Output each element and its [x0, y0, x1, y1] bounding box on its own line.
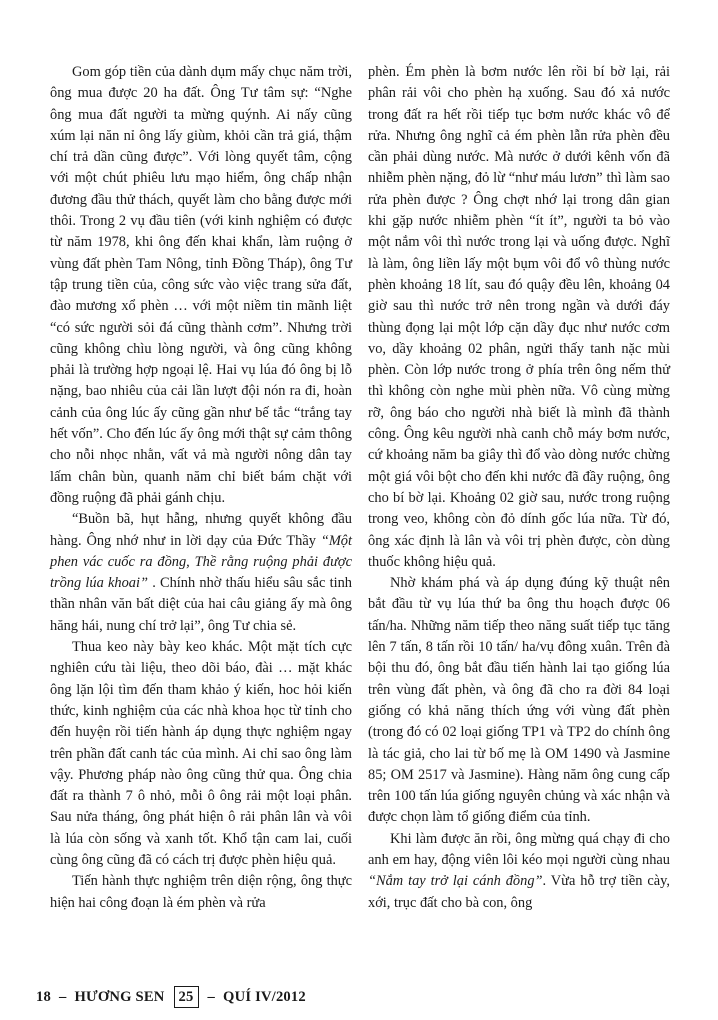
paragraph — [50, 509, 352, 637]
issue-number-box: 25 — [174, 986, 199, 1008]
text-run: . Vừa hỗ trợ tiền cày, xới, trục đất cho bà con, ông — [368, 873, 670, 911]
publication-name: HƯƠNG SEN — [74, 988, 165, 1005]
issue-period: QUÍ IV/2012 — [223, 988, 306, 1005]
footer-dash: – — [207, 988, 216, 1005]
text-run: “Buồn bã, hụt hẫng, nhưng quyết không đầu hàng. Ông nhớ như in lời dạy của Đức Thầy — [50, 511, 352, 549]
left-column — [50, 62, 352, 914]
paragraph: Nhờ khám phá và áp dụng đúng kỹ thuật nên bắt đầu từ vụ lúa thứ ba ông thu hoạch được 06 tấn/ha. Những năm tiếp theo năng suất tiếp tục tăng lên 7 tấn, 8 tấn rồi 10 tấn/ ha/vụ đông xuân. Trên đà bội thu đó, ông bắt đầu tiến hành lai tạo giống lúa trên vùng đất phèn, và ông đã cho ra đời 84 loại giống có khả năng thích ứng với vùng đất phèn (trong đó có 02 loại giống TP1 và TP2 do chính ông là tác giả, cho lai từ bố mẹ là OM 1490 và Jasmine 85; OM 2517 và Jasmine). Hàng năm ông cung cấp trên 100 tấn lúa giống nguyên chủng và xác nhận và được chọn làm tổ giống điểm của tỉnh. — [368, 575, 670, 826]
paragraph: Thua keo này bày keo khác. Một mặt tích cực nghiên cứu tài liệu, theo dõi báo, đài … mặt khác ông lặn lội tìm đến tham khảo ý kiến, hoc hỏi kiến thức, kinh nghiệm của các nhà khoa học từ tỉnh cho đến huyện rồi tiến hành áp dụng thực nghiệm ngay trên phần đất canh tác của mình. Ai chỉ sao ông làm vậy. Phương pháp nào ông cũng thử qua. Ông chia đất ra thành 7 ô nhỏ, mỗi ô ông rải một loại phân. Sau nửa tháng, ông phát hiện ô rải phân lân và vôi là lúa còn sống và xanh tốt. Khổ tận cam lai, cuối cùng ông cũng đã có cách trị được phèn hiệu quả. — [50, 639, 352, 868]
paragraph: Gom góp tiền của dành dụm mấy chục năm trời, ông mua được 20 ha đất. Ông Tư tâm sự: “Nghe ông mua đất người ta mừng quýnh. Ai nấy cũng xúm lại năn nỉ ông lấy giùm, khỏi cần trả giá, thậm chí trả dần cũng được”. Với lòng quyết tâm, cộng với một chút phiêu lưu mạo hiểm, ông chấp nhận đương đầu thử thách, quyết làm cho bằng được mới thôi. Trong 2 vụ đầu tiên (với kinh nghiệm có được từ năm 1978, khi ông đến khai khẩn, làm ruộng ở vùng đất phèn Tam Nông, tỉnh Đồng Tháp), ông Tư tập trung tiền của, công sức vào việc trang sửa đất, đào mương xổ phèn … với một niềm tin mãnh liệt “có sức người sỏi đá cũng thành cơm”. Nhưng trời cũng không chìu lòng người, và ông cũng không phải là trường hợp ngoại lệ. Hai vụ lúa đó ông bị lỗ nặng, bao nhiêu của cải lần lượt đội nón ra đi, hoàn cảnh của ông lúc ấy cũng gần như bế tắc “trắng tay hết vốn”. Cho đến lúc ấy ông mới thật sự cảm thông cho nỗi nhọc nhằn, vất vả mà người nông dân tay lấm chân bùn, quanh năm chỉ biết bám chặt với đồng ruộng đã phải gánh chịu. — [50, 64, 352, 506]
text-run: . Chính nhờ thấu hiểu sâu sắc tinh thần nhân văn bất diệt của hai câu giảng ấy mà ông hăng hái, nung chí trở lại”, ông Tư chia sẻ. — [50, 575, 352, 634]
quote-slogan: “Nắm tay trở lại cánh đồng” — [368, 873, 543, 890]
paragraph: Tiến hành thực nghiệm trên diện rộng, ông thực hiện hai công đoạn là ém phèn và rửa — [50, 873, 352, 911]
footer-dash: – — [59, 988, 67, 1005]
text-run: Khi làm được ăn rồi, ông mừng quá chạy đi cho anh em hay, động viên lôi kéo mọi người cùng nhau — [368, 830, 670, 868]
page-number: 18 — [36, 988, 51, 1005]
quote-verse: “Một phen vác cuốc ra đồng, Thề rằng ruộng phải được trồng lúa khoai” — [50, 532, 352, 592]
paragraph — [368, 829, 670, 914]
paragraph: phèn. Ém phèn là bơm nước lên rồi bí bờ lại, rải phân rải vôi cho phèn hạ xuống. Sau đó xả nước trong đất ra hết rồi tiếp tục bơm nước khác vô để rửa. Nhưng ông nghĩ cả ém phèn lẫn rửa phèn đều cần phải dùng nước. Mà nước ở dưới kênh vốn đã nhiễm phèn nặng, đỏ lừ “như máu lươn” thì làm sao rửa phèn được ? Ông chợt nhớ lại trong dân gian khi gặp nước nhiễm phèn “ít ít”, người ta bỏ vào một nắm vôi thì nước trong lại và uống được. Nghĩ là làm, ông liền lấy một bụm vôi đổ vô thùng nước phèn khoảng 18 lít, sau đó quậy đều lên, khoảng 04 giờ sau thì nước trở nên trong ngần và dưới đáy thùng đọng lại một lớp cặn dầy đục như nước cơm vo, dầy khoảng 02 phân, ngửi thấy tanh nặc mùi phèn. Còn lớp nước trong ở phía trên ông nếm thử thì không còn nghe mùi phèn nữa. Vô cùng mừng rỡ, ông báo cho người nhà biết là mình đã thành công. Ông kêu người nhà canh chỗ máy bơm nước, cứ khoảng năm ba giây thì đổ vào dòng nước chừng một giá vôi bột cho đến khi nước đã đầy ruộng, ông cho bí bờ lại. Khoảng 02 giờ sau, nước trong ruộng trong veo, không còn đỏ dính gốc lúa nữa. Từ đó, ông xác định là lân và vôi trị phèn được, còn dùng thuốc không hiệu quả. — [368, 64, 670, 570]
right-column — [368, 62, 670, 914]
page-footer — [36, 984, 306, 1010]
